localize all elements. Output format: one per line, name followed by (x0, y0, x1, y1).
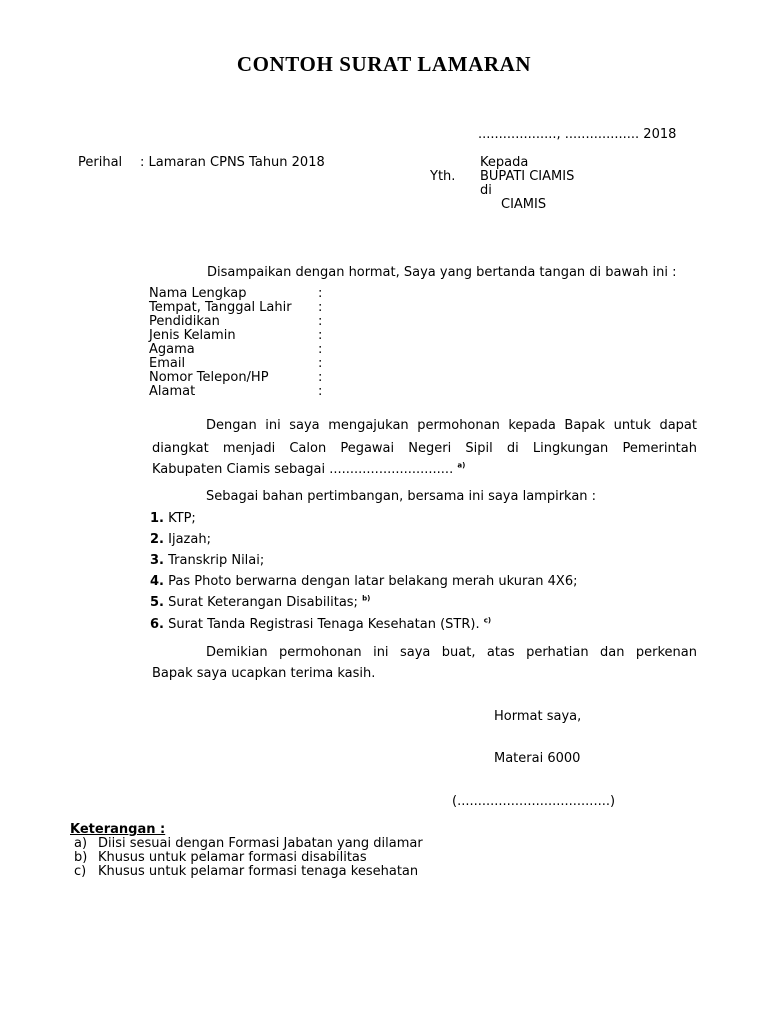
notes-heading: Keterangan : (70, 822, 166, 837)
item-number: 2. (150, 532, 164, 547)
list-item (150, 511, 196, 526)
list-item (150, 595, 370, 610)
paragraph1-line3 (152, 462, 465, 477)
footnote-marker-b: b) (362, 594, 371, 603)
field-label: Nama Lengkap (149, 286, 247, 301)
note-text: Diisi sesuai dengan Formasi Jabatan yang dilamar (98, 836, 423, 851)
footnote-marker-c: c) (483, 616, 492, 625)
field-colon: : (318, 328, 323, 343)
note-letter: a) (74, 836, 88, 851)
document-title: CONTOH SURAT LAMARAN (236, 52, 532, 76)
list-item (150, 617, 491, 632)
field-label: Alamat (149, 384, 196, 399)
field-label: Tempat, Tanggal Lahir (149, 300, 292, 315)
field-colon: : (318, 314, 323, 329)
field-label: Jenis Kelamin (149, 328, 236, 343)
note-item (74, 850, 367, 865)
signature-name-line: (.....................................) (452, 794, 616, 809)
item-number: 5. (150, 595, 164, 610)
field-label: Email (149, 356, 186, 371)
paragraph1-line3-text: Kabupaten Ciamis sebagai .............................. (152, 462, 454, 477)
signature-materai: Materai 6000 (494, 751, 581, 766)
item-number: 4. (150, 574, 164, 589)
item-text: Surat Keterangan Disabilitas; (168, 595, 358, 610)
list-item (150, 574, 578, 589)
field-colon: : (318, 370, 323, 385)
field-colon: : (318, 300, 323, 315)
item-number: 3. (150, 553, 164, 568)
field-colon: : (318, 384, 323, 399)
signature-hormat: Hormat saya, (494, 709, 582, 724)
field-label: Nomor Telepon/HP (149, 370, 269, 385)
recipient-yth: Yth. (430, 169, 456, 184)
field-colon: : (318, 286, 323, 301)
intro-text: Disampaikan dengan hormat, Saya yang bertanda tangan di bawah ini : (207, 265, 677, 280)
item-number: 6. (150, 617, 164, 632)
attachments-intro: Sebagai bahan pertimbangan, bersama ini saya lampirkan : (206, 489, 597, 504)
field-colon: : (318, 356, 323, 371)
item-text: Transkrip Nilai; (168, 553, 265, 568)
item-text: KTP; (168, 511, 196, 526)
paragraph1-line1: Dengan ini saya mengajukan permohonan kepada Bapak untuk dapat (206, 418, 697, 433)
field-label: Agama (149, 342, 195, 357)
field-label: Pendidikan (149, 314, 220, 329)
item-text: Ijazah; (168, 532, 211, 547)
item-text: Surat Tanda Registrasi Tenaga Kesehatan (STR). (168, 617, 480, 632)
perihal-value: : Lamaran CPNS Tahun 2018 (140, 155, 325, 170)
closing-line1: Demikian permohonan ini saya buat, atas perhatian dan perkenan (206, 645, 697, 660)
list-item (150, 532, 211, 547)
perihal-label: Perihal (78, 155, 123, 170)
note-text: Khusus untuk pelamar formasi disabilitas (98, 850, 367, 865)
paragraph1-line2: diangkat menjadi Calon Pegawai Negeri Sipil di Lingkungan Pemerintah (152, 441, 697, 456)
field-colon: : (318, 342, 323, 357)
date-line: ..................., .................. 2018 (478, 127, 677, 142)
closing-line2: Bapak saya ucapkan terima kasih. (152, 666, 376, 681)
list-item (150, 553, 264, 568)
note-text: Khusus untuk pelamar formasi tenaga kesehatan (98, 864, 419, 879)
item-text: Pas Photo berwarna dengan latar belakang merah ukuran 4X6; (168, 574, 578, 589)
recipient-di: di (480, 183, 492, 198)
recipient-city: CIAMIS (501, 197, 547, 212)
note-letter: b) (74, 850, 88, 865)
recipient-name: BUPATI CIAMIS (480, 169, 575, 184)
recipient-kepada: Kepada (480, 155, 529, 170)
note-letter: c) (74, 864, 87, 879)
note-item (74, 864, 418, 879)
note-item (74, 836, 423, 851)
footnote-marker-a: a) (457, 461, 466, 470)
item-number: 1. (150, 511, 164, 526)
